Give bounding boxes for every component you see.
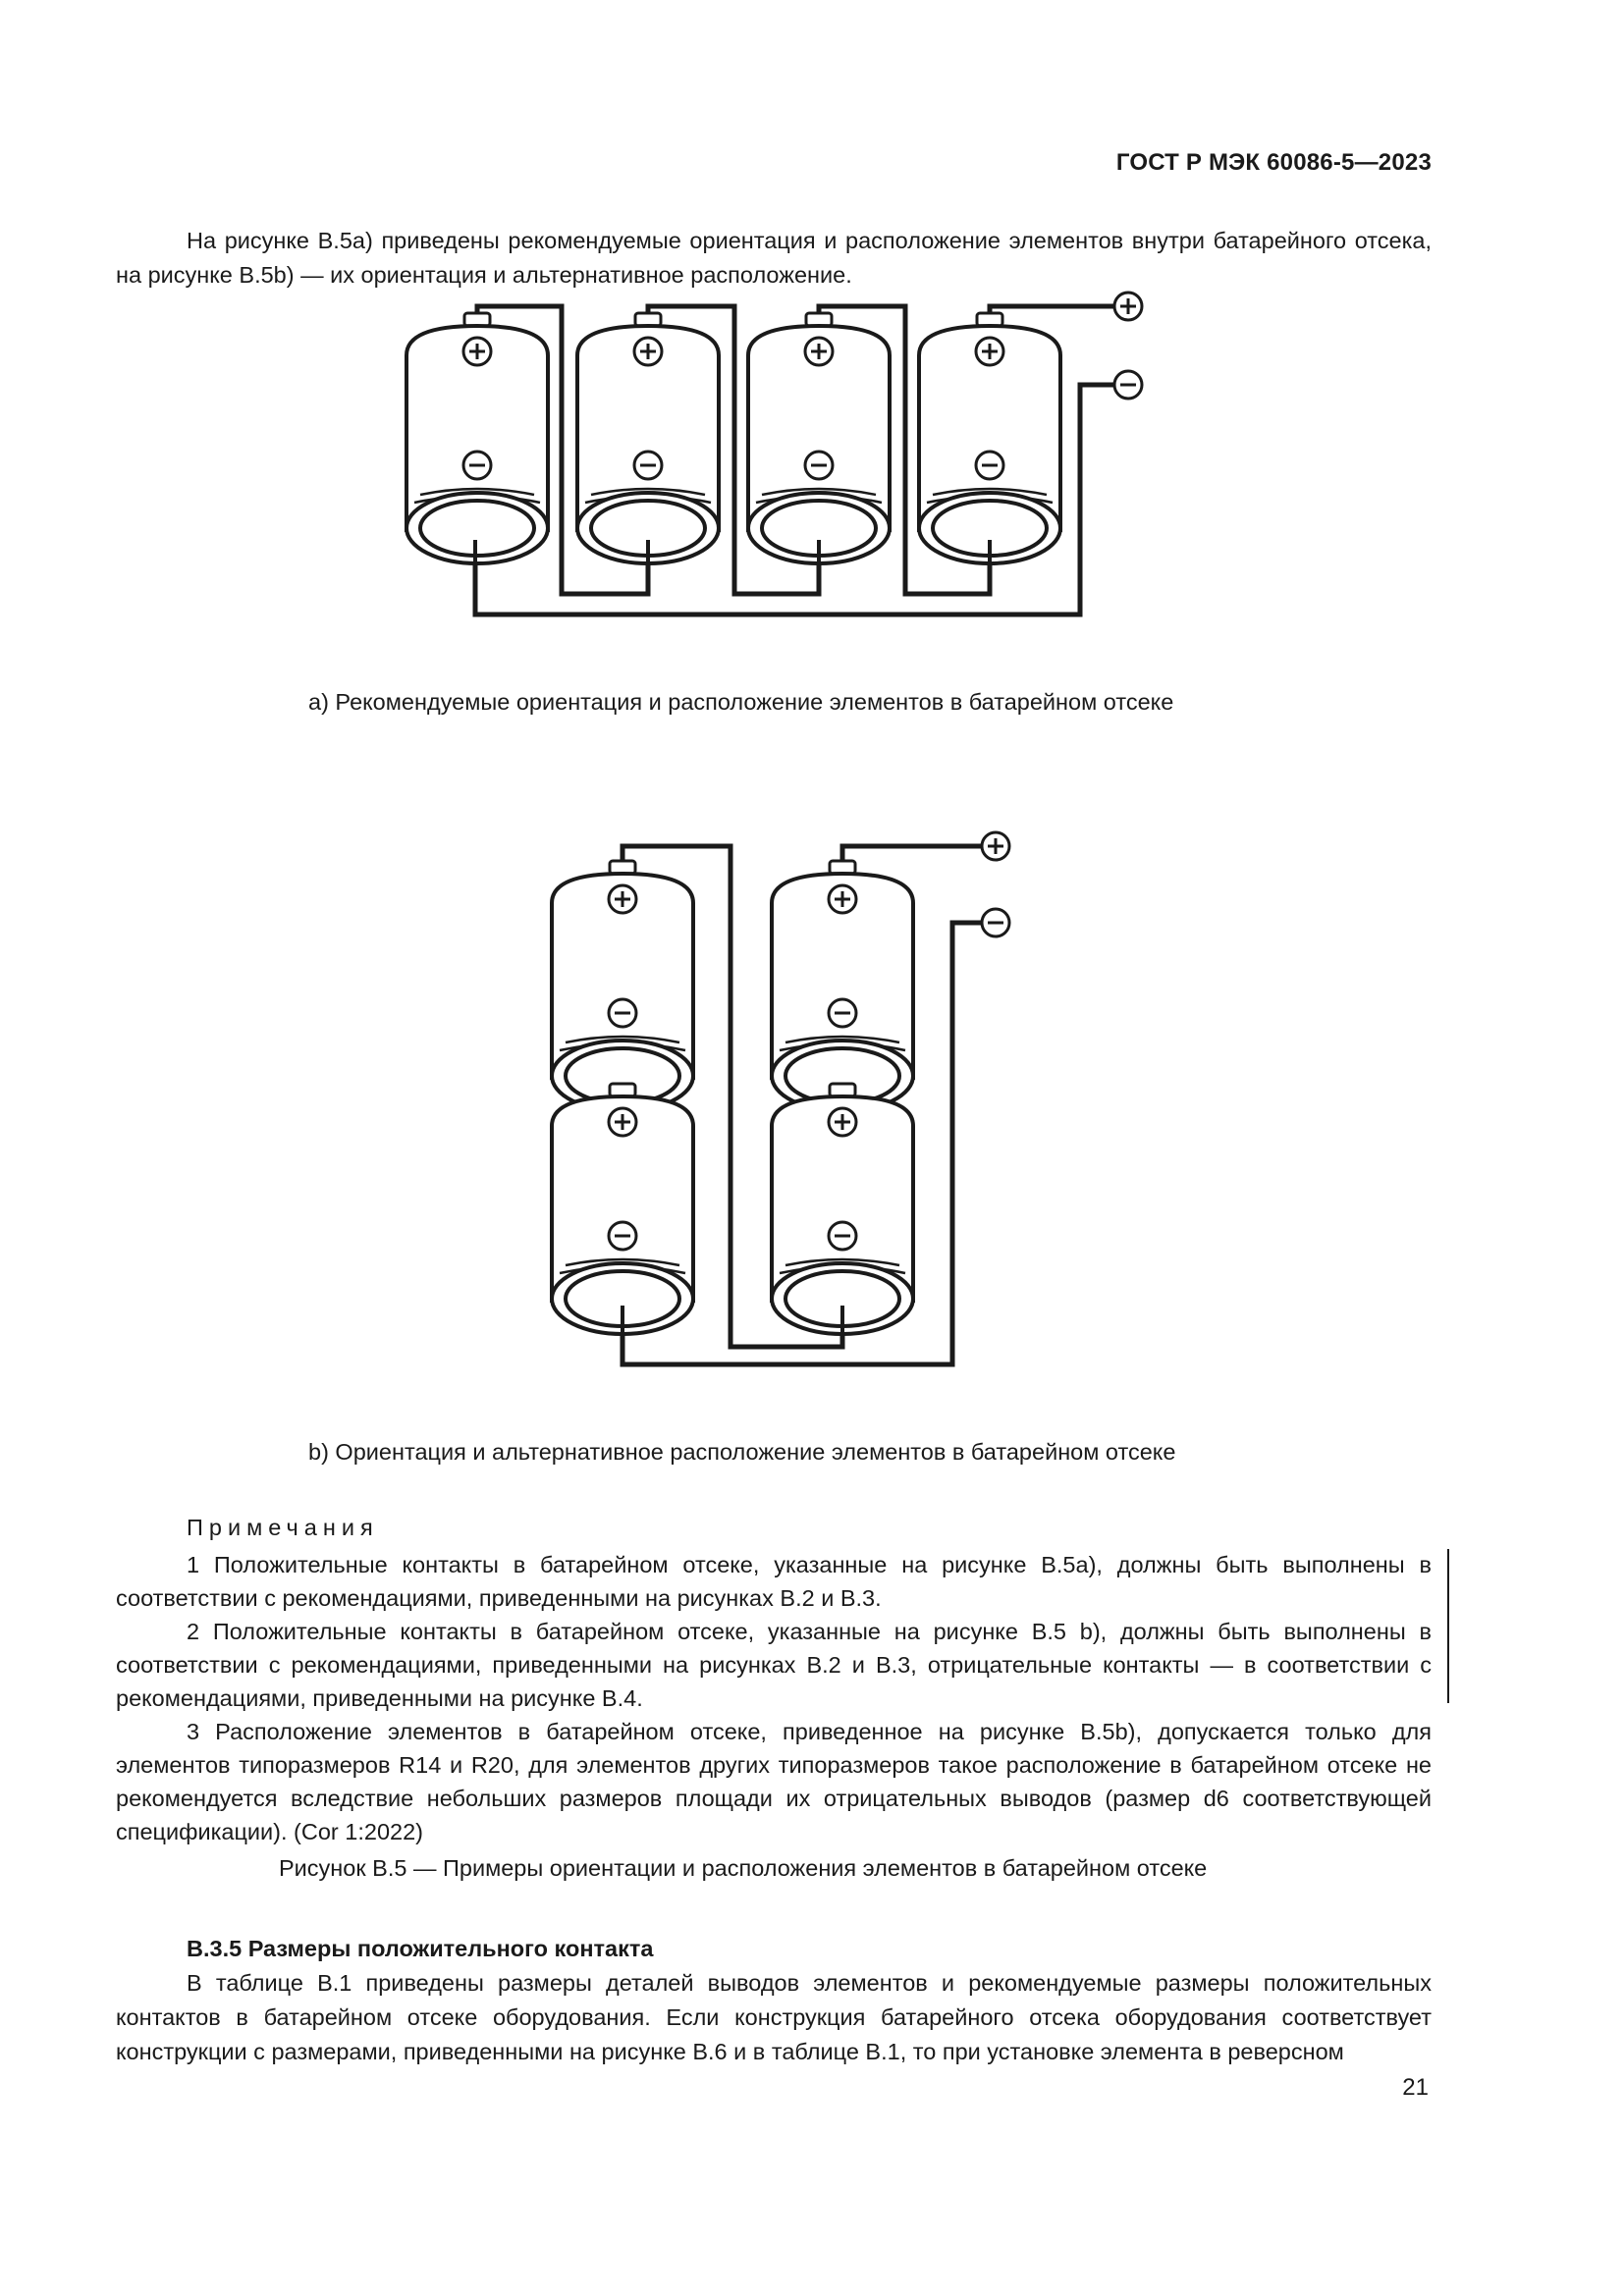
document-header: ГОСТ Р МЭК 60086-5—2023 — [1115, 149, 1432, 176]
note-2: 2 Положительные контакты в батарейном отсеке, указанные на рисунке B.5 b), должны быть выполнены в соответствии с рекомендациями, приведенными на рисунках B.2 и B.3, отрицательные контакты — в соответствии с рекомендациями, приведенными на рисунке B.4. — [116, 1619, 1432, 1711]
figure-title: Рисунок B.5 — Примеры ориентации и расположения элементов в батарейном отсеке — [279, 1855, 1208, 1881]
section-paragraph: В таблице B.1 приведены размеры деталей выводов элементов и рекомендуемые размеры положительных контактов в батарейном отсеке оборудования. Если конструкция батарейного отсека оборудования соответствует конструкции с размерами, приведенными на рисунке B.6 и в таблице B.1, то при установке элемента в реверсном — [116, 1970, 1432, 2064]
notes-title: Примечания — [187, 1515, 379, 1540]
page-number: 21 — [1402, 2074, 1429, 2101]
figure-a-caption: a) Рекомендуемые ориентация и расположение элементов в батарейном отсеке — [308, 689, 1174, 715]
section-title: B.3.5 Размеры положительного контакта — [187, 1936, 654, 1961]
figure-b-caption: b) Ориентация и альтернативное расположение элементов в батарейном отсеке — [308, 1439, 1176, 1465]
intro-paragraph: На рисунке B.5a) приведены рекомендуемые ориентация и расположение элементов внутри батарейного отсека, на рисунке B.5b) — их ориентация и альтернативное расположение. — [116, 228, 1432, 288]
change-bar — [1447, 1549, 1449, 1703]
note-1: 1 Положительные контакты в батарейном отсеке, указанные на рисунке B.5a), должны быть выполнены в соответствии с рекомендациями, приведенными на рисунках B.2 и B.3. — [116, 1552, 1432, 1611]
note-3: 3 Расположение элементов в батарейном отсеке, приведенное на рисунке B.5b), допускается только для элементов типоразмеров R14 и R20, для элементов других типоразмеров такое расположение в батарейном отсеке не рекомендуется вследствие небольших размеров площади их отрицательных выводов (размер d6 соответствующей спецификации). (Cor 1:2022) — [116, 1719, 1432, 1844]
